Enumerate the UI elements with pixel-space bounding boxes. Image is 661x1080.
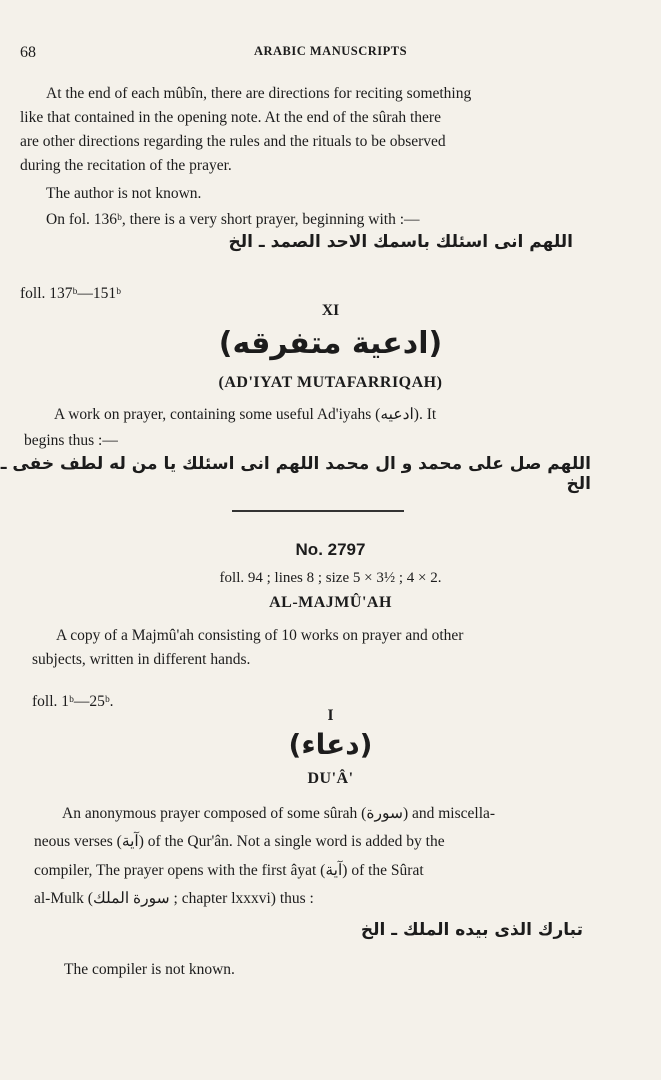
i-title: DU'Â' [307, 770, 354, 787]
author-note: The author is not known. [46, 185, 202, 202]
xi-arabic-begin: اللهم صل على محمد و ال محمد اللهم انى اسئلك يا من له لطف خفى ـ الخ [0, 454, 591, 494]
para1-line1: At the end of each mûbîn, there are directions for reciting something [46, 85, 472, 102]
manuscript-title: AL-MAJMÛ'AH [269, 594, 392, 611]
para1-line4: during the recitation of the prayer. [20, 157, 232, 174]
i-numeral: I [327, 707, 334, 724]
para1-line2: like that contained in the opening note. At the end of the sûrah there [20, 109, 441, 126]
i-line1: An anonymous prayer composed of some sûrah (سورة) and miscella- [62, 805, 496, 822]
i-line3: compiler, The prayer opens with the first âyat (آية) of the Sûrat [34, 862, 424, 879]
xi-desc-line2: begins thus :— [24, 432, 118, 449]
fol-note: On fol. 136ᵇ, there is a very short prayer, beginning with :— [46, 211, 420, 228]
arabic-prayer-1: اللهم انى اسئلك باسمك الاحد الصمد ـ الخ [228, 232, 573, 252]
i-arabic-title: (دعاء) [288, 728, 373, 761]
xi-arabic-title: (ادعية متفرقه) [218, 326, 443, 361]
page-number: 68 [20, 44, 36, 61]
xi-foll: foll. 137ᵇ—151ᵇ [20, 285, 121, 302]
manuscript-foll: foll. 1ᵇ—25ᵇ. [32, 693, 114, 710]
manuscript-desc-line1: A copy of a Majmû'ah consisting of 10 works on prayer and other [56, 627, 464, 644]
manuscript-number: No. 2797 [295, 540, 366, 559]
manuscript-meta: foll. 94 ; lines 8 ; size 5 × 3½ ; 4 × 2. [219, 570, 442, 586]
i-compiler-note: The compiler is not known. [64, 961, 235, 978]
running-title: ARABIC MANUSCRIPTS [253, 44, 408, 58]
xi-title: (AD'IYAT MUTAFARRIQAH) [218, 374, 443, 391]
xi-desc-line1: A work on prayer, containing some useful Ad'iyahs (ادعيه). It [54, 406, 437, 423]
xi-numeral: XI [321, 302, 340, 319]
manuscript-desc-line2: subjects, written in different hands. [32, 651, 251, 668]
section-divider [232, 510, 404, 512]
para1-line3: are other directions regarding the rules and the rituals to be observed [20, 133, 446, 150]
i-line4: al-Mulk (سورة الملك ; chapter lxxxvi) thus : [34, 890, 314, 907]
i-line2: neous verses (آية) of the Qur'ân. Not a single word is added by the [34, 833, 445, 850]
i-arabic-open: تبارك الذى بيده الملك ـ الخ [360, 920, 583, 940]
